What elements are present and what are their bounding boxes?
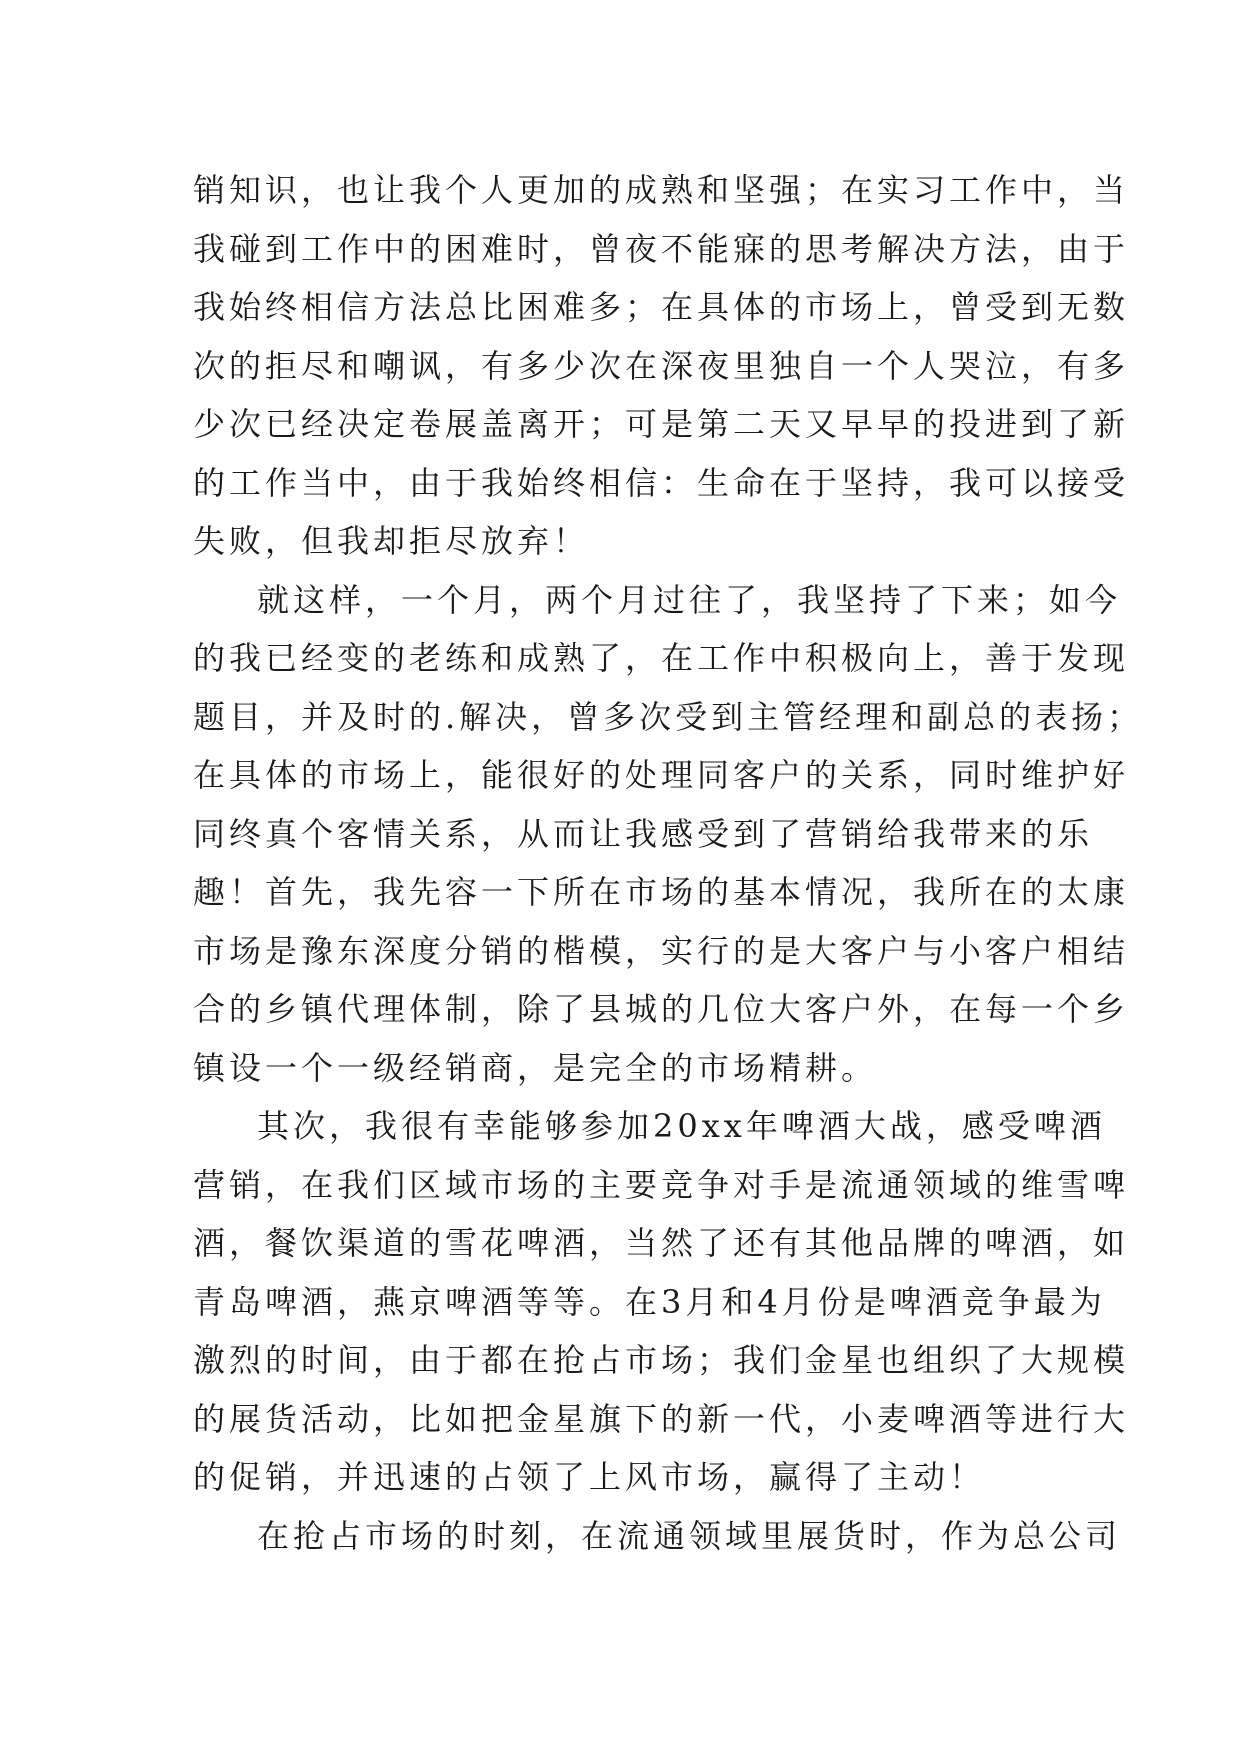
text-line: 合的乡镇代理体制，除了县城的几位大客户外，在每一个乡 — [193, 990, 1130, 1028]
text-line: 销知识，也让我个人更加的成熟和坚强；在实习工作中，当 — [193, 171, 1130, 209]
text-line: 趣！首先，我先容一下所在市场的基本情况，我所在的太康 — [193, 873, 1130, 911]
text-line: 酒，餐饮渠道的雪花啤酒，当然了还有其他品牌的啤酒，如 — [193, 1224, 1130, 1262]
text-line: 市场是豫东深度分销的楷模，实行的是大客户与小客户相结 — [193, 931, 1130, 970]
text-line: 在具体的市场上，能很好的处理同客户的关系，同时维护好 — [193, 756, 1130, 794]
paragraph-first-line: 其次，我很有幸能够参加20xx年啤酒大战，感受啤酒 — [257, 1107, 1106, 1145]
text-line: 的展货活动，比如把金星旗下的新一代，小麦啤酒等进行大 — [193, 1399, 1130, 1438]
text-line: 的我已经变的老练和成熟了，在工作中积极向上，善于发现 — [193, 639, 1130, 677]
text-line: 我碰到工作中的困难时，曾夜不能寐的思考解决方法，由于 — [193, 229, 1130, 268]
text-line: 少次已经决定卷展盖离开；可是第二天又早早的投进到了新 — [193, 405, 1130, 443]
text-line: 激烈的时间，由于都在抢占市场；我们金星也组织了大规模 — [193, 1341, 1130, 1379]
text-line: 我始终相信方法总比困难多；在具体的市场上，曾受到无数 — [193, 288, 1130, 326]
text-line: 青岛啤酒，燕京啤酒等等。在3月和4月份是啤酒竞争最为 — [193, 1282, 1106, 1321]
text-line: 次的拒尽和嘲讽，有多少次在深夜里独自一个人哭泣，有多 — [193, 346, 1130, 385]
text-line: 营销，在我们区域市场的主要竞争对手是流通领域的维雪啤 — [193, 1165, 1130, 1204]
text-line: 同终真个客情关系，从而让我感受到了营销给我带来的乐 — [193, 814, 1094, 853]
text-line: 失败，但我却拒尽放弃！ — [193, 522, 590, 560]
text-line: 的促销，并迅速的占领了上风市场，赢得了主动！ — [193, 1458, 986, 1496]
paragraph-first-line: 就这样，一个月，两个月过往了，我坚持了下来；如今 — [257, 580, 1122, 619]
paragraph-first-line: 在抢占市场的时刻，在流通领域里展货时，作为总公司 — [257, 1516, 1122, 1555]
text-line: 题目，并及时的.解决，曾多次受到主管经理和副总的表扬； — [193, 697, 1144, 736]
text-line: 镇设一个一级经销商，是完全的市场精耕。 — [193, 1048, 878, 1087]
body-text — [193, 161, 1144, 1565]
text-line: 的工作当中，由于我始终相信：生命在于坚持，我可以接受 — [193, 463, 1130, 502]
